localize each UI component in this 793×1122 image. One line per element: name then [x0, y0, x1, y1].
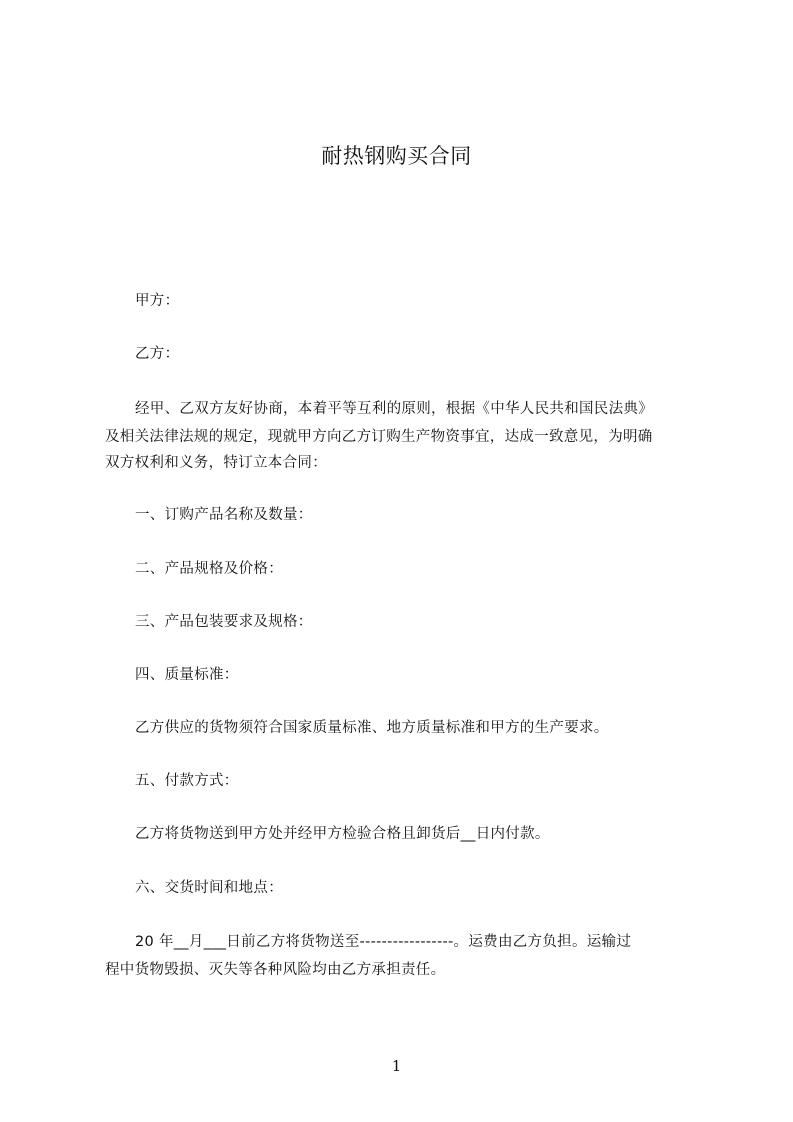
section-heading-6: 六、交货时间和地点：: [135, 880, 283, 896]
section-5-body: 乙方将货物送到甲方处并经甲方检验合格且卸货后__日内付款。: [135, 826, 550, 842]
section-6-body-line-1: 20 年__月___日前乙方将货物送至-----------------。运费由乙方负担。运输过: [135, 934, 632, 950]
section-4-body: 乙方供应的货物须符合国家质量标准、地方质量标准和甲方的生产要求。: [135, 720, 609, 736]
section-heading-5: 五、付款方式：: [135, 773, 239, 789]
party-a-label: 甲方：: [135, 293, 180, 309]
section-heading-4: 四、质量标准：: [135, 667, 239, 683]
section-heading-3: 三、产品包装要求及规格：: [135, 614, 313, 630]
page-number: 1: [391, 1057, 402, 1075]
intro-paragraph-line-1: 经甲、乙双方友好协商，本着平等互利的原则，根据《中华人民共和国民法典》: [135, 401, 653, 417]
section-6-body-line-2: 程中货物毁损、灭失等各种风险均由乙方承担责任。: [105, 962, 446, 978]
section-heading-1: 一、订购产品名称及数量：: [135, 507, 313, 523]
intro-paragraph-line-3: 双方权利和义务，特订立本合同：: [105, 455, 327, 471]
intro-paragraph-line-2: 及相关法律法规的规定，现就甲方向乙方订购生产物资事宜，达成一致意见，为明确: [105, 429, 653, 445]
document-title: 耐热钢购买合同: [321, 144, 472, 168]
section-heading-2: 二、产品规格及价格：: [135, 561, 283, 577]
party-b-label: 乙方：: [135, 346, 180, 362]
